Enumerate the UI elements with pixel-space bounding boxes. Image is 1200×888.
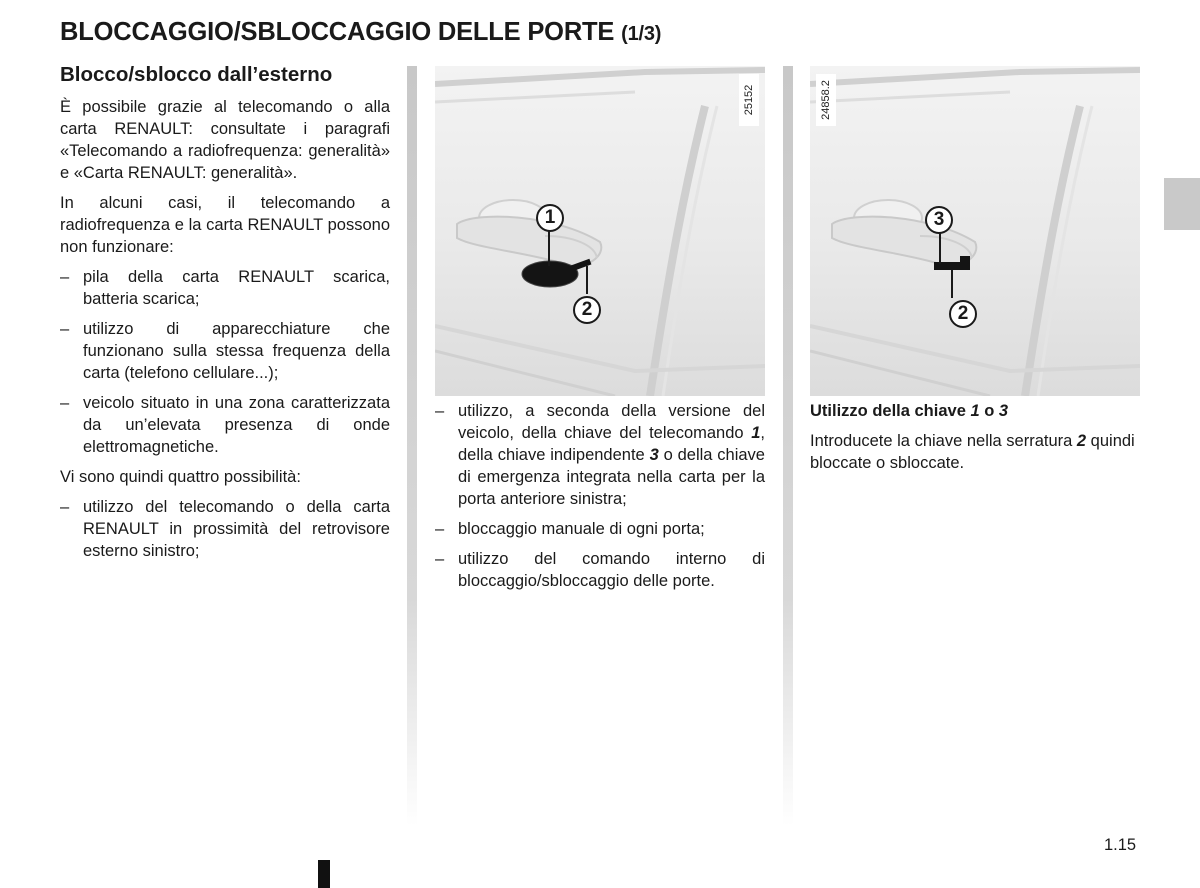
list-item [60, 318, 390, 384]
bullet-dash: – [60, 320, 70, 338]
ref-number: 1 [751, 424, 761, 442]
door-illustration [435, 66, 765, 396]
bullet-dash: – [435, 402, 445, 420]
subheading-text: o [979, 402, 999, 420]
ref-number: 1 [970, 402, 980, 420]
page-title-suffix: (1/3) [621, 23, 662, 45]
door-illustration [810, 66, 1140, 396]
paragraph-intro: È possibile grazie al telecomando o alla carta RENAULT: consultate i paragrafi «Telecomando a radiofrequenza: generalità» e «Carta RENAULT: generalità». [60, 98, 390, 182]
bullet-dash: – [60, 268, 70, 286]
figure-door-handle-remote-key [435, 66, 765, 396]
paragraph-text: Introducete la chiave nella serratura [810, 432, 1077, 450]
section-tab [1164, 178, 1200, 230]
page-title-text: BLOCCAGGIO/SBLOCCAGGIO DELLE PORTE [60, 18, 615, 46]
figure-door-handle-key-insert [810, 66, 1140, 396]
section-heading: Blocco/sblocco dall’esterno [60, 63, 333, 86]
list-item [60, 266, 390, 310]
ref-number: 3 [649, 446, 659, 464]
footer-marker [318, 860, 330, 888]
list-item [435, 400, 765, 510]
callout-3: 3 [925, 206, 953, 234]
list-item [435, 518, 765, 540]
figure-code-text: 25152 [743, 84, 755, 116]
list-item-text-a: utilizzo, a seconda della versione del veicolo, della chiave del telecomando [458, 402, 765, 442]
list-item [60, 496, 390, 562]
paragraph-instructions [810, 430, 1140, 474]
column-divider-1 [407, 66, 417, 826]
column-divider-2 [783, 66, 793, 826]
list-item-text: utilizzo del telecomando o della carta RENAULT in prossimità del retrovisore esterno sinistro; [83, 498, 390, 560]
page-title [60, 18, 661, 47]
column-left [60, 62, 390, 570]
list-item-text: veicolo situato in una zona caratterizzata da un’elevata presenza di onde elettromagnetiche. [83, 394, 390, 456]
list-item-text-c: o della chiave di emergenza integrata nella carta per la porta anteriore sinistra; [458, 446, 765, 508]
figure-code [816, 74, 836, 126]
ref-number: 2 [1076, 432, 1087, 450]
list-item-text: utilizzo di apparecchiature che funzionano sulla stessa frequenza della carta (telefono cellulare...); [83, 320, 390, 382]
subheading [810, 400, 1140, 422]
column-middle [435, 400, 765, 600]
figure-code [739, 74, 759, 126]
bullet-dash: – [60, 498, 70, 516]
page-number: 1.15 [1104, 836, 1137, 854]
list-item-text: bloccaggio manuale di ogni porta; [458, 520, 705, 538]
list-item [60, 392, 390, 458]
bullet-dash: – [435, 550, 445, 568]
paragraph-possibilities: Vi sono quindi quattro possibilità: [60, 468, 301, 486]
callout-2: 2 [949, 300, 977, 328]
figure-code-text: 24858.2 [820, 80, 832, 120]
bullet-dash: – [60, 394, 70, 412]
paragraph-text: quindi bloccate o sbloccate. [810, 432, 1135, 472]
ref-number: 3 [998, 402, 1009, 420]
list-item [435, 548, 765, 592]
list-item-text-b: , della chiave indipendente [458, 424, 765, 464]
subheading-text: Utilizzo della chiave [810, 402, 971, 420]
callout-2: 2 [573, 296, 601, 324]
list-item-text: pila della carta RENAULT scarica, batteria scarica; [83, 268, 390, 308]
list-item-text: utilizzo del comando interno di bloccaggio/sbloccaggio delle porte. [458, 550, 765, 590]
bullet-dash: – [435, 520, 445, 538]
column-right [810, 400, 1140, 482]
callout-1: 1 [536, 204, 564, 232]
paragraph-cases: In alcuni casi, il telecomando a radiofrequenza e la carta RENAULT possono non funzionare: [60, 194, 390, 256]
